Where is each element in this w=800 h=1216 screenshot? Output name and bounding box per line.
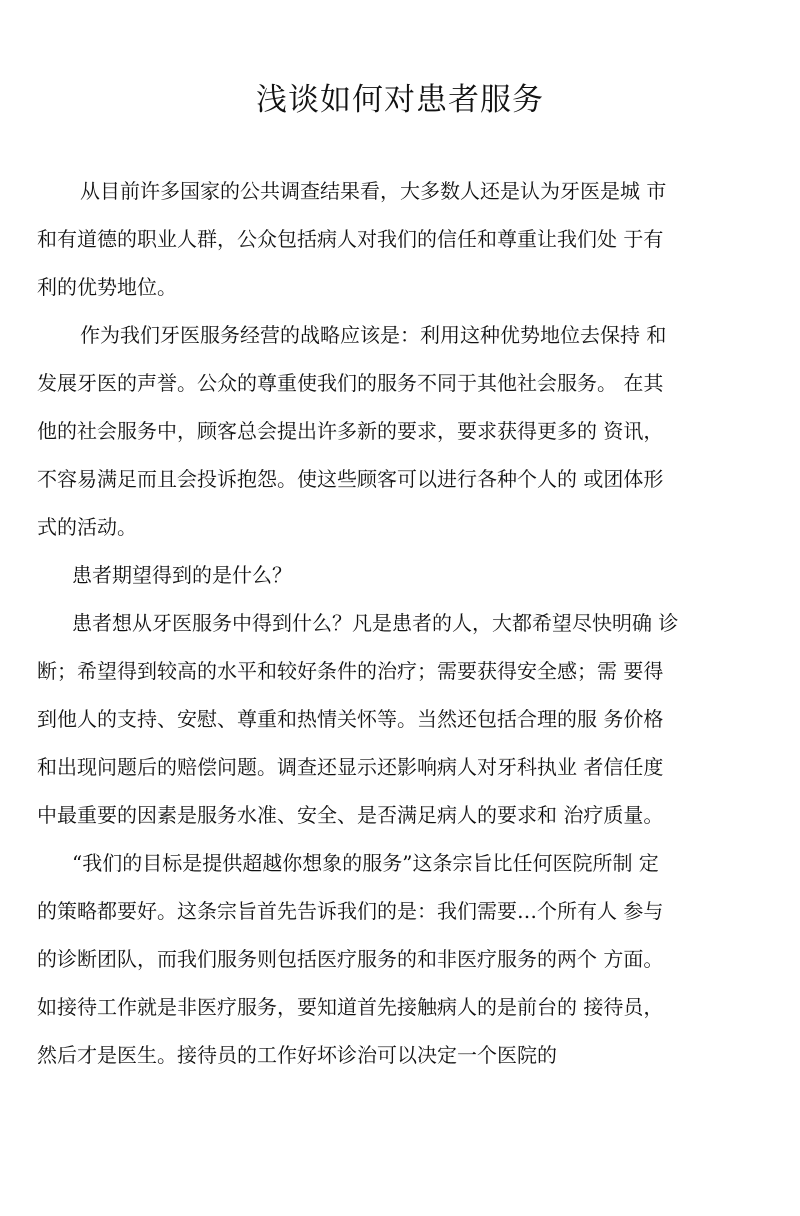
text-line: 从目前许多国家的公共调查结果看，大多数人还是认为牙医是城 市 [80, 179, 667, 203]
text-line: 利的优势地位。 [37, 275, 177, 299]
text-line: 和出现问题后的赔偿问题。调查还显示还影响病人对牙科执业 者信任度 [37, 755, 664, 779]
text-line: 不容易满足而且会投诉抱怨。使这些顾客可以进行各种个人的 或团体形 [37, 467, 664, 491]
text-line: “我们的目标是提供超越你想象的服务”这条宗旨比任何医院所制 定 [72, 851, 659, 875]
text-line: 患者想从牙医服务中得到什么？凡是患者的人，大都希望尽快明确 诊 [72, 611, 679, 635]
text-line: 式的活动。 [37, 515, 137, 539]
text-line: 断；希望得到较高的水平和较好条件的治疗；需要获得安全感；需 要得 [37, 659, 664, 683]
text-line: 发展牙医的声誉。公众的尊重使我们的服务不同于其他社会服务。 在其 [37, 371, 664, 395]
text-line: 的诊断团队，而我们服务则包括医疗服务的和非医疗服务的两个 方面。 [37, 947, 664, 971]
text-line: 中最重要的因素是服务水准、安全、是否满足病人的要求和 治疗质量。 [37, 803, 664, 827]
text-line: 然后才是医生。接待员的工作好坏诊治可以决定一个医院的 [37, 1043, 557, 1067]
text-line: 的策略都要好。这条宗旨首先告诉我们的是：我们需要…个所有人 参与 [37, 899, 664, 923]
document-title: 浅谈如何对患者服务 [256, 82, 544, 118]
section-heading: 患者期望得到的是什么？ [72, 563, 292, 587]
text-line: 他的社会服务中，顾客总会提出许多新的要求，要求获得更多的 资讯， [37, 419, 664, 443]
text-line: 作为我们牙医服务经营的战略应该是：利用这种优势地位去保持 和 [80, 323, 667, 347]
text-line: 如接待工作就是非医疗服务，要知道首先接触病人的是前台的 接待员， [37, 995, 664, 1019]
text-line: 和有道德的职业人群，公众包括病人对我们的信任和尊重让我们处 于有 [37, 227, 664, 251]
text-line: 到他人的支持、安慰、尊重和热情关怀等。当然还包括合理的服 务价格 [37, 707, 664, 731]
